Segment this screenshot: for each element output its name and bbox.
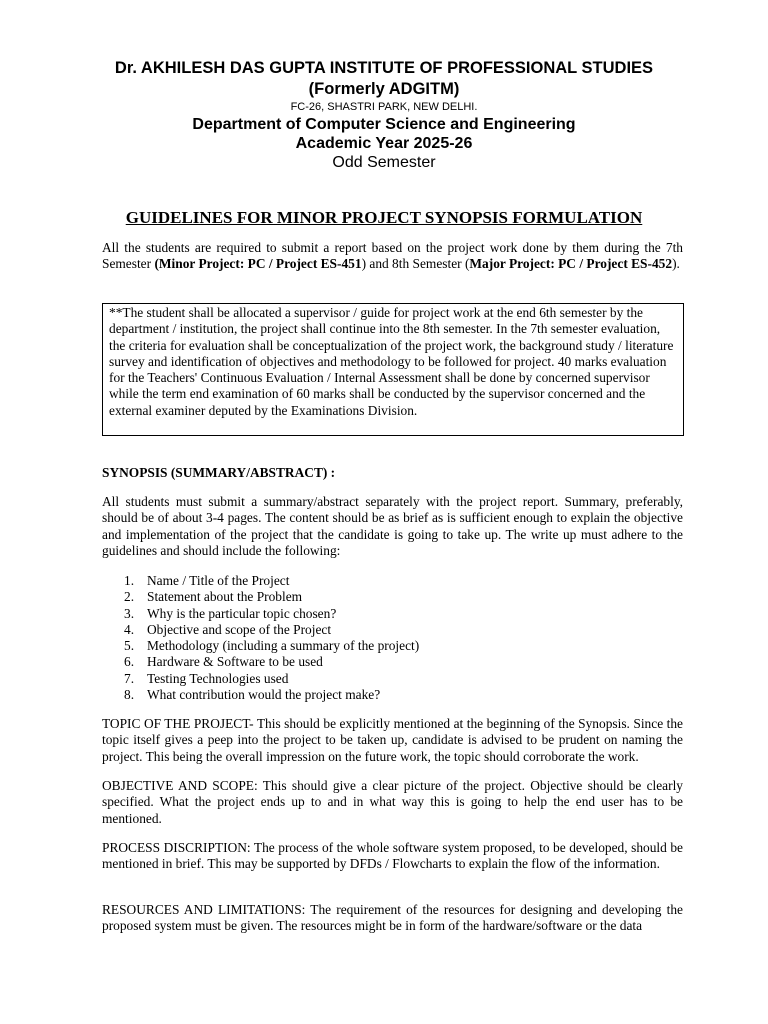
list-item — [102, 654, 419, 670]
topic-paragraph: TOPIC OF THE PROJECT- This should be explicitly mentioned at the beginning of the Synopsis. Since the topic itself gives a peep into the project to be taken up, candidate is advised to be prudent on naming the project. This being the overall impression on the future work, the topic should corroborate the work. — [102, 716, 683, 764]
academic-year: Academic Year 2025-26 — [295, 135, 473, 152]
institute-former-name: (Formerly ADGITM) — [308, 80, 460, 98]
intro-minor-project: (Minor Project: PC / Project ES-451 — [154, 256, 362, 272]
list-item-text: Why is the particular topic chosen? — [147, 605, 337, 621]
intro-text-3: ). — [672, 256, 680, 272]
list-item-text: What contribution would the project make? — [147, 687, 381, 703]
list-item-number: 3. — [124, 605, 135, 621]
note-box: **The student shall be allocated a supervisor / guide for project work at the end 6th semester by the department / institution, the project shall continue into the 8th semester. In the 7th semester evaluation, the criteria for evaluation shall be conceptualization of the project work, the background study / literature survey and identification of objectives and methodology to be followed for project. 40 marks evaluation for the Teachers' Continuous Evaluation / Internal Assessment shall be done by concerned supervisor while the term end examination of 60 marks shall be conducted by the supervisor concerned and the external examiner deputed by the Examinations Division. — [102, 303, 684, 436]
intro-text-2: ) and 8th Semester ( — [361, 256, 470, 272]
list-item — [102, 589, 419, 605]
list-item-number: 6. — [124, 654, 135, 670]
list-item-number: 2. — [124, 589, 135, 605]
intro-paragraph — [102, 240, 683, 273]
institute-name: Dr. AKHILESH DAS GUPTA INSTITUTE OF PROFESSIONAL STUDIES — [114, 59, 654, 77]
list-item-text: Name / Title of the Project — [147, 573, 290, 588]
intro-major-project: Major Project: PC / Project ES-452 — [469, 256, 673, 272]
resources-paragraph: RESOURCES AND LIMITATIONS: The requirement of the resources for designing and developing the proposed system must be given. The resources might be in form of the hardware/software or the data — [102, 902, 683, 934]
list-item-text: Hardware & Software to be used — [147, 654, 323, 670]
intro-text-1: All the students are required to submit a report based on the project work done by them during the 7th Semester — [102, 240, 683, 272]
synopsis-list — [102, 573, 419, 703]
list-item-number: 8. — [124, 687, 135, 703]
list-item — [102, 622, 419, 638]
synopsis-paragraph: All students must submit a summary/abstract separately with the project report. Summary, preferably, should be of about 3-4 pages. The content should be as brief as is sufficient enough to explain the objective and implementation of the project that the candidate is going to take up. The write up must adhere to the guidelines and should include the following: — [102, 494, 683, 558]
list-item-number: 4. — [124, 621, 135, 637]
list-item — [102, 671, 419, 687]
department-name: Department of Computer Science and Engineering — [192, 116, 576, 133]
process-paragraph: PROCESS DISCRIPTION: The process of the whole software system proposed, to be developed, should be mentioned in brief. This may be supported by DFDs / Flowcharts to explain the flow of the information. — [102, 840, 683, 872]
list-item-text: Statement about the Problem — [147, 589, 303, 605]
semester: Odd Semester — [332, 154, 436, 171]
list-item — [102, 573, 419, 589]
synopsis-heading: SYNOPSIS (SUMMARY/ABSTRACT) : — [102, 465, 336, 480]
document-title: GUIDELINES FOR MINOR PROJECT SYNOPSIS FORMULATION — [125, 208, 643, 227]
list-item — [102, 687, 419, 703]
list-item-number: 1. — [124, 573, 135, 588]
list-item-text: Testing Technologies used — [147, 670, 289, 686]
objective-paragraph: OBJECTIVE AND SCOPE: This should give a clear picture of the project. Objective should be clearly specified. What the project ends up to and in what way this is going to help the end user has to be mentioned. — [102, 778, 683, 826]
list-item-number: 5. — [124, 638, 135, 654]
list-item-text: Objective and scope of the Project — [147, 621, 332, 637]
list-item — [102, 606, 419, 622]
list-item-text: Methodology (including a summary of the project) — [147, 638, 420, 654]
institute-address: FC-26, SHASTRI PARK, NEW DELHI. — [290, 101, 478, 113]
list-item — [102, 638, 419, 654]
list-item-number: 7. — [124, 670, 135, 686]
